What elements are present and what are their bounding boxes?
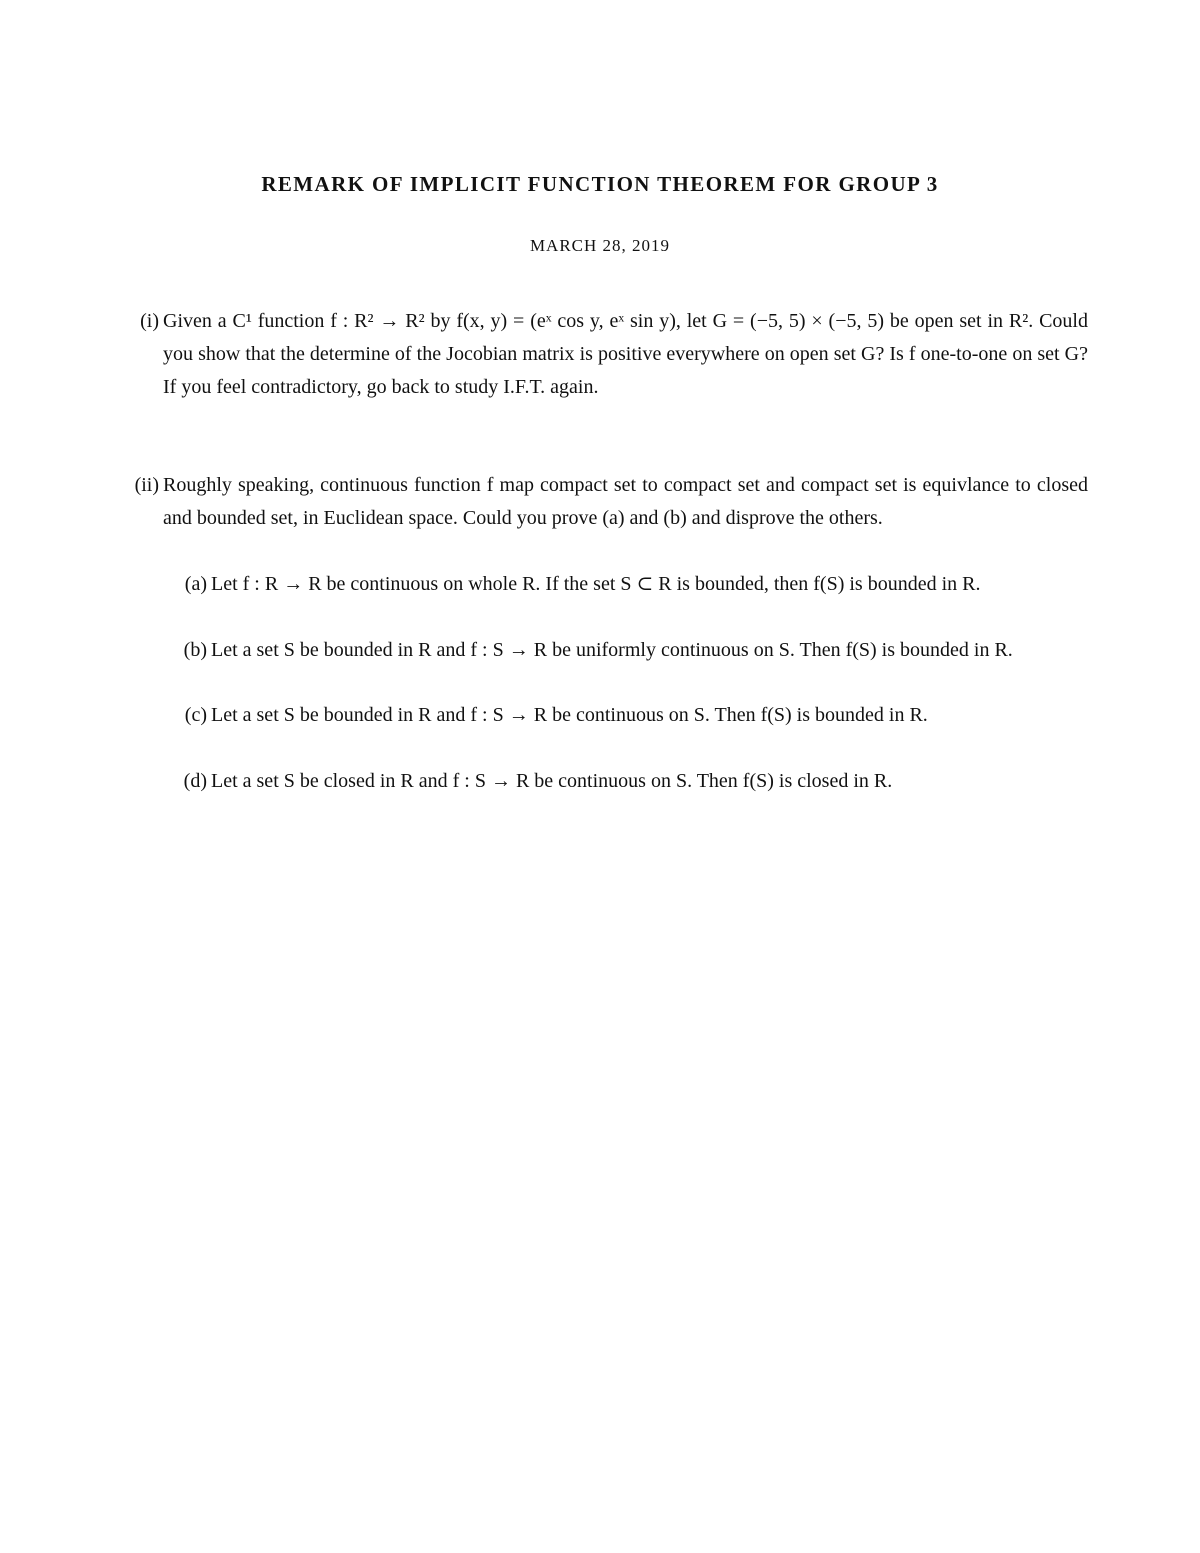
subitem-label: (a) <box>184 573 207 595</box>
subitem-label: (b) <box>183 639 207 661</box>
subitem-b <box>183 634 1088 667</box>
problem-item-i <box>140 305 1088 404</box>
subitem-label: (d) <box>183 770 207 792</box>
subitem-text: Let a set S be bounded in R and f : S → R be uniformly continuous on S. Then f(S) is bounded in R. <box>211 639 1013 661</box>
subitem-label: (c) <box>184 704 207 726</box>
item-text: Given a C¹ function f : R² → R² by f(x, y) = (eˣ cos y, eˣ sin y), let G = (−5, 5) × (−5, 5) be open set in R². Could you show that the determine of the Jocobian matrix is positive everywhere on open set G? Is f one-to-one on set G? If you feel contradictory, go back to study I.F.T. again. <box>163 310 1088 398</box>
problem-item-ii <box>134 469 1088 535</box>
item-text: Roughly speaking, continuous function f map compact set to compact set and compact set is equivlance to closed and bounded set, in Euclidean space. Could you prove (a) and (b) and disprove the others. <box>163 474 1088 529</box>
item-label: (ii) <box>134 474 159 496</box>
subitem-a <box>184 568 1088 601</box>
document-date: MARCH 28, 2019 <box>529 236 671 255</box>
subitem-d <box>183 765 1088 798</box>
subitem-text: Let f : R → R be continuous on whole R. If the set S ⊂ R is bounded, then f(S) is bounded in R. <box>211 573 981 595</box>
page-title: REMARK OF IMPLICIT FUNCTION THEOREM FOR GROUP 3 <box>261 172 939 196</box>
subitem-text: Let a set S be bounded in R and f : S → R be continuous on S. Then f(S) is bounded in R. <box>211 704 928 726</box>
subitem-text: Let a set S be closed in R and f : S → R be continuous on S. Then f(S) is closed in R. <box>211 770 893 792</box>
item-label: (i) <box>140 310 159 332</box>
subitem-c <box>184 699 1088 732</box>
